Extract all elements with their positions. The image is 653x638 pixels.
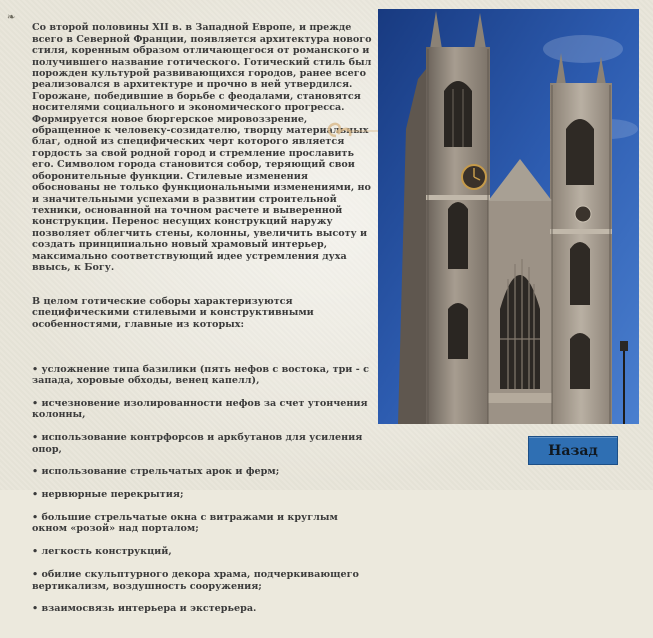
- list-item: • использование стрельчатых арок и ферм;: [32, 466, 280, 478]
- features-list: [32, 352, 372, 626]
- features-intro-paragraph: В целом готические соборы характеризуются специфическими стилевыми и конструктивными особенностями, главные из которых:: [32, 295, 314, 330]
- list-item: • использование контрфорсов и аркбутанов для усиления опор,: [32, 432, 363, 455]
- intro-paragraph: Со второй половины XII в. в Западной Европе, и прежде всего в Северной Франции, появляется архитектура нового стиля, коренным образом отличающегося от романского и получившего название готического. Готический стиль был порожден культурой развивающихся городов, ранее всего реализовался в архитектуре и прочно в ней утвердился. Горожане, победившие в борьбе с феодалами, становятся носителями социального и экономического прогресса. Формируется новое бюргерское мировоззрение, обращенное к человеку-созидателю, творцу материальных благ, одной из специфических черт которого является гордость за свой родной город и стремление прославить его. Символом города становится собор, теряющий свои оборонительные функции. Стилевые изменения обоснованы не только функциональными изменениями, но и значительными успехами в развитии строительной техники, основанной на точном расчете и выверенной конструкции. Перенос несущих конструкций наружу позволяет облегчить стены, колонны, увеличить высоту и создать принципиально новый храмовый интерьер, максимально соответствующий идее устремления духа ввысь, к Богу.: [32, 22, 372, 273]
- list-item: • нервюрные перекрытия;: [32, 489, 184, 501]
- list-item: • исчезновение изолированности нефов за счет утончения колонны,: [32, 398, 368, 421]
- decorative-flourish-icon: [322, 118, 384, 144]
- list-item: • обилие скульптурного декора храма, подчеркивающего вертикализм, воздушность сооружения;: [32, 569, 359, 592]
- main-text: [32, 11, 372, 638]
- list-item: • большие стрельчатые окна с витражами и круглым окном «розой» над порталом;: [32, 512, 338, 535]
- cathedral-photo: [378, 9, 639, 424]
- list-item: • легкость конструкций,: [32, 546, 172, 558]
- back-button[interactable]: Назад: [528, 436, 618, 465]
- list-item: • усложнение типа базилики (пять нефов с востока, три - с запада, хоровые обходы, венец капелл),: [32, 363, 369, 387]
- list-item: • взаимосвязь интерьера и экстерьера.: [32, 603, 257, 615]
- curly-bullet-icon: ❧: [7, 12, 16, 23]
